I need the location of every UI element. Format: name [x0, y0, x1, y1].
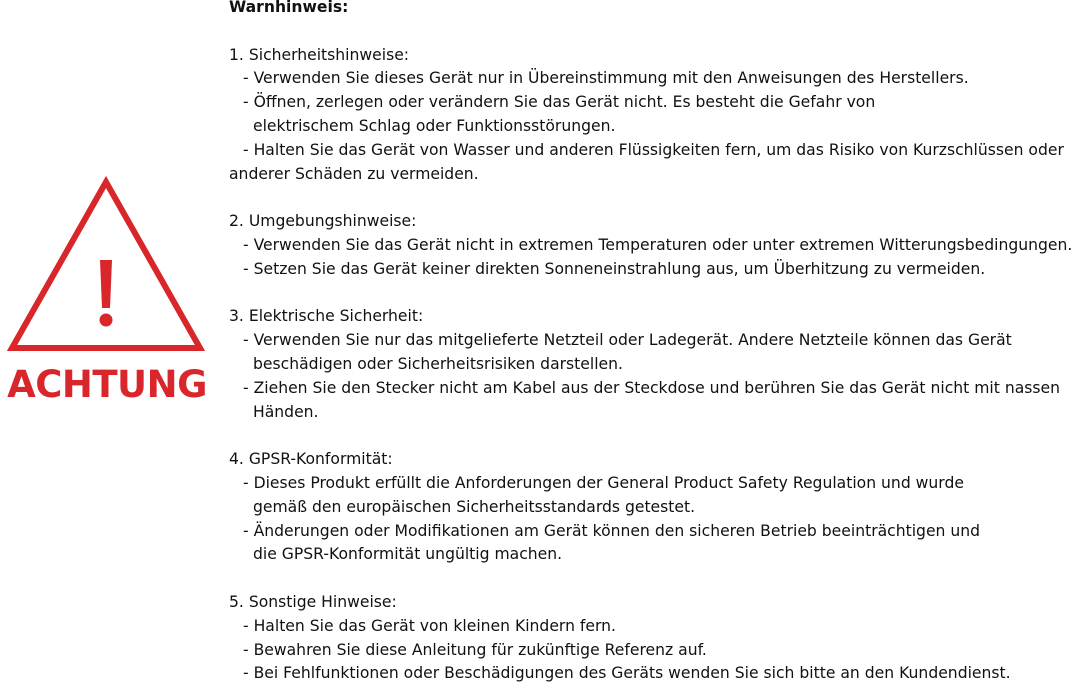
section-line: - Öffnen, zerlegen oder verändern Sie das Gerät nicht. Es besteht die Gefahr von	[243, 93, 876, 112]
section-line: - Verwenden Sie dieses Gerät nur in Übereinstimmung mit den Anweisungen des Herstellers.	[243, 69, 969, 88]
warning-triangle-icon	[4, 172, 208, 358]
section-line: - Verwenden Sie nur das mitgelieferte Netzteil oder Ladegerät. Andere Netzteile können das Gerät	[243, 331, 1012, 350]
section-line: die GPSR-Konformität ungültig machen.	[253, 545, 563, 564]
section-line: - Setzen Sie das Gerät keiner direkten Sonneneinstrahlung aus, um Überhitzung zu vermeiden.	[243, 259, 986, 278]
section-electrical	[229, 305, 1077, 424]
section-heading: 2. Umgebungshinweise:	[229, 212, 417, 231]
section-line: - Dieses Produkt erfüllt die Anforderungen der General Product Safety Regulation und wurde	[243, 473, 964, 492]
warning-notice	[229, 0, 1077, 686]
warning-graphic	[0, 170, 214, 420]
section-line: beschädigen oder Sicherheitsrisiken darstellen.	[253, 354, 623, 373]
section-safety	[229, 44, 1077, 187]
section-line: - Änderungen oder Modifikationen am Gerät können den sicheren Betrieb beeinträchtigen und	[243, 521, 981, 540]
section-line: - Ziehen Sie den Stecker nicht am Kabel aus der Steckdose und berühren Sie das Gerät nicht mit nassen	[243, 378, 1061, 397]
section-heading: 4. GPSR-Konformität:	[229, 450, 393, 469]
section-heading: 3. Elektrische Sicherheit:	[229, 307, 424, 326]
section-line: Händen.	[253, 402, 319, 421]
section-line: - Verwenden Sie das Gerät nicht in extremen Temperaturen oder unter extremen Witterungsbedingungen.	[243, 235, 1073, 254]
section-line: - Bewahren Sie diese Anleitung für zukünftige Referenz auf.	[243, 640, 707, 659]
section-line: gemäß den europäischen Sicherheitsstandards getestet.	[253, 497, 696, 516]
section-line: - Halten Sie das Gerät von kleinen Kindern fern.	[243, 616, 616, 635]
section-environment	[229, 210, 1077, 281]
notice-title: Warnhinweis:	[229, 0, 349, 16]
section-line: - Bei Fehlfunktionen oder Beschädigungen des Geräts wenden Sie sich bitte an den Kundendienst.	[243, 664, 1011, 683]
section-heading: 5. Sonstige Hinweise:	[229, 592, 397, 611]
section-heading: 1. Sicherheitshinweise:	[229, 45, 410, 64]
section-line: - Halten Sie das Gerät von Wasser und anderen Flüssigkeiten fern, um das Risiko von Kurzschlüssen oder	[243, 140, 1064, 159]
section-line: anderer Schäden zu vermeiden.	[229, 164, 479, 183]
section-line: elektrischem Schlag oder Funktionsstörungen.	[253, 116, 616, 135]
section-gpsr	[229, 448, 1077, 567]
achtung-label: ACHTUNG	[7, 363, 207, 406]
section-other	[229, 591, 1077, 686]
